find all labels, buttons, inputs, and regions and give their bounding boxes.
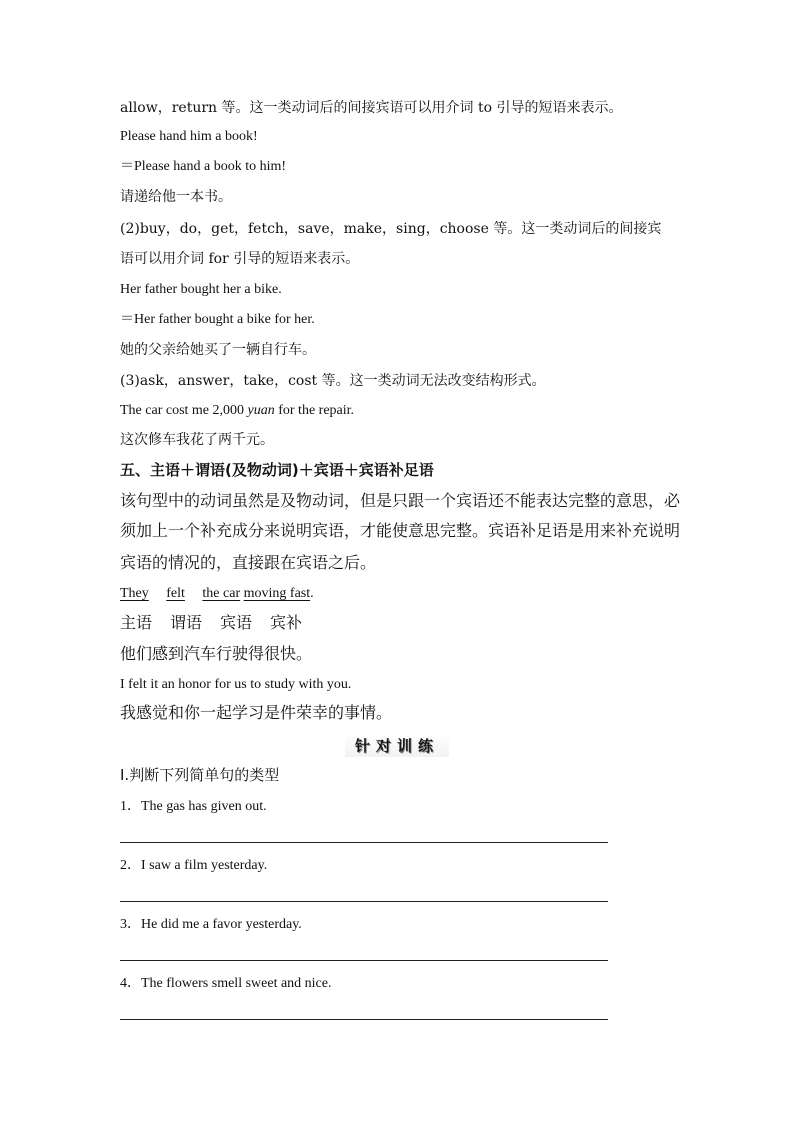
grammar-labels — [120, 612, 302, 634]
italic-word: yuan — [247, 403, 275, 418]
practice-subheading: Ⅰ.判断下列简单句的类型 — [120, 766, 280, 784]
question-item: 3．He did me a favor yesterday. — [120, 917, 302, 932]
answer-blank[interactable] — [120, 960, 608, 961]
annotated-example: They felt the car moving fast. — [120, 586, 314, 601]
object-word: the car — [202, 586, 241, 601]
question-item: 1．The gas has given out. — [120, 799, 267, 814]
label-verb: 谓语 — [170, 613, 203, 632]
practice-title: 针对训练 — [0, 734, 794, 757]
question-item: 4．The flowers smell sweet and nice. — [120, 976, 332, 991]
section-heading: 五、主语＋谓语(及物动词)＋宾语＋宾语补足语 — [120, 461, 434, 479]
label-complement: 宾补 — [270, 613, 303, 632]
example-translation: 他们感到汽车行驶得很快。 — [120, 644, 313, 663]
example-translation: 她的父亲给她买了一辆自行车。 — [120, 342, 316, 358]
intro-line: allow，return 等。这一类动词后的间接宾语可以用介词 to 引导的短语来表示。 — [120, 100, 623, 116]
paragraph-line: 须加上一个补充成分来说明宾语，才能使意思完整。宾语补足语是用来补充说明 — [120, 521, 681, 540]
paragraph-line: 该句型中的动词虽然是及物动词，但是只跟一个宾语还不能表达完整的意思，必 — [120, 491, 681, 510]
example-translation: 这次修车我花了两千元。 — [120, 432, 274, 448]
rule-line: (2)buy，do，get，fetch，save，make，sing，choose 等。这一类动词后的间接宾 — [120, 221, 662, 237]
example-translation: 请递给他一本书。 — [120, 189, 232, 205]
subject-word: They — [120, 586, 149, 601]
rule-line: 语可以用介词 for 引导的短语来表示。 — [120, 251, 360, 267]
label-object: 宾语 — [220, 613, 253, 632]
example-sentence: Please hand him a book! — [120, 129, 258, 144]
rule-line: (3)ask，answer，take，cost 等。这一类动词无法改变结构形式。 — [120, 373, 546, 389]
answer-blank[interactable] — [120, 901, 608, 902]
example-sentence-alt: ＝Her father bought a bike for her. — [120, 312, 315, 327]
answer-blank[interactable] — [120, 842, 608, 843]
example-sentence: Her father bought her a bike. — [120, 282, 282, 297]
example-sentence: The car cost me 2,000 yuan for the repair. — [120, 403, 355, 418]
example-sentence-alt: ＝Please hand a book to him! — [120, 159, 287, 174]
label-subject: 主语 — [120, 613, 153, 632]
example-translation: 我感觉和你一起学习是件荣幸的事情。 — [120, 703, 393, 722]
example-sentence: I felt it an honor for us to study with you. — [120, 677, 352, 692]
answer-blank[interactable] — [120, 1019, 608, 1020]
question-item: 2．I saw a film yesterday. — [120, 858, 268, 873]
paragraph-line: 宾语的情况的，直接跟在宾语之后。 — [120, 553, 377, 572]
verb-word: felt — [166, 586, 185, 601]
complement-word: moving fast — [243, 586, 311, 601]
